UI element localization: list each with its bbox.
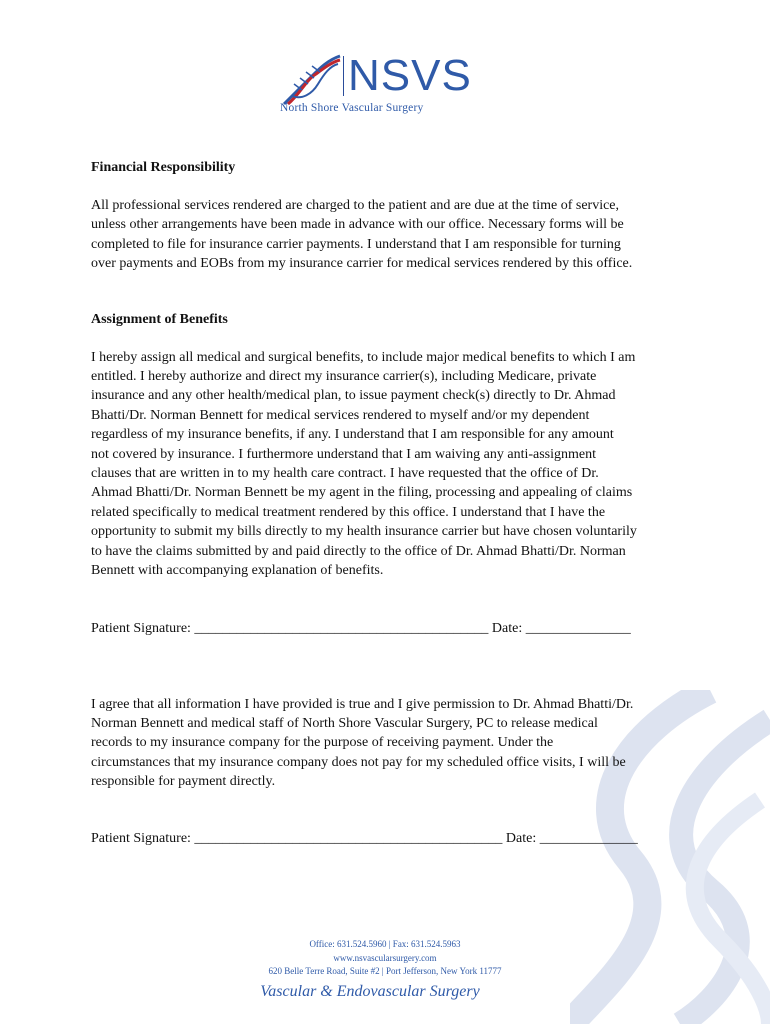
footer-address: 620 Belle Terre Road, Suite #2 | Port Jefferson, New York 11777: [268, 966, 502, 976]
assignment-of-benefits-heading: Assignment of Benefits: [91, 311, 228, 327]
footer-contact: [0, 938, 770, 979]
agreement-text: I agree that all information I have provided is true and I give permission to Dr. Ahmad Bhatti/Dr. Norman Bennett and medical staff of North Shore Vascular Surgery, PC to release medical records to my insurance company for the purpose of receiving payment. Under the circumstances that my insurance company does not pay for my scheduled office visits, I will be responsible for payment directly.: [91, 696, 634, 790]
nsvs-logo: [282, 52, 482, 122]
footer-tagline: Vascular & Endovascular Surgery: [260, 983, 480, 1000]
logo-divider: [343, 56, 344, 96]
logo-tagline: North Shore Vascular Surgery: [280, 102, 424, 114]
financial-responsibility-heading: Financial Responsibility: [91, 160, 236, 175]
financial-responsibility-text: All professional services rendered are charged to the patient and are due at the time of service, unless other arrangements have been made in advance with our office. Necessary forms will be completed to file for insurance carrier payments. I understand that I am responsible for turning over payments and EOBs from my insurance carrier for medical services rendered by this office.: [91, 198, 633, 272]
assignment-of-benefits-text: I hereby assign all medical and surgical benefits, to include major medical benefits to which I am entitled. I hereby authorize and direct my insurance carrier(s), including Medicare, private insurance and any other health/medical plan, to issue payment check(s) directly to Dr. Ahmad Bhatti/Dr. Norman Bennett for medical services rendered to myself and/or my dependent regardless of my insurance benefits, if any. I understand that I am responsible for any amount not covered by insurance. I furthermore understand that I am waiving any anti-assignment clauses that are written in to my health care contract. I have requested that the office of Dr. Ahmad Bhatti/Dr. Norman Bennett be my agent in the filing, processing and appealing of claims related specifically to medical treatment rendered by this office. I understand that I have the opportunity to submit my bills directly to my health insurance carrier but have chosen voluntarily to have the claims submitted by and paid directly to the office of Dr. Ahmad Bhatti/Dr. Norman Bennett with accompanying explanation of benefits.: [91, 349, 637, 579]
document-body: [91, 160, 691, 848]
footer-website[interactable]: www.nsvascularsurgery.com: [333, 952, 437, 963]
patient-signature-line-1[interactable]: Patient Signature: __________________________________________ Date: _______________: [91, 620, 631, 636]
logo-wordmark: NSVS: [348, 51, 472, 100]
vascular-helix-icon: [282, 54, 342, 106]
patient-signature-line-2[interactable]: Patient Signature: ____________________________________________ Date: ______________: [91, 830, 638, 846]
footer-phone-fax: Office: 631.524.5960 | Fax: 631.524.5963: [309, 939, 461, 949]
